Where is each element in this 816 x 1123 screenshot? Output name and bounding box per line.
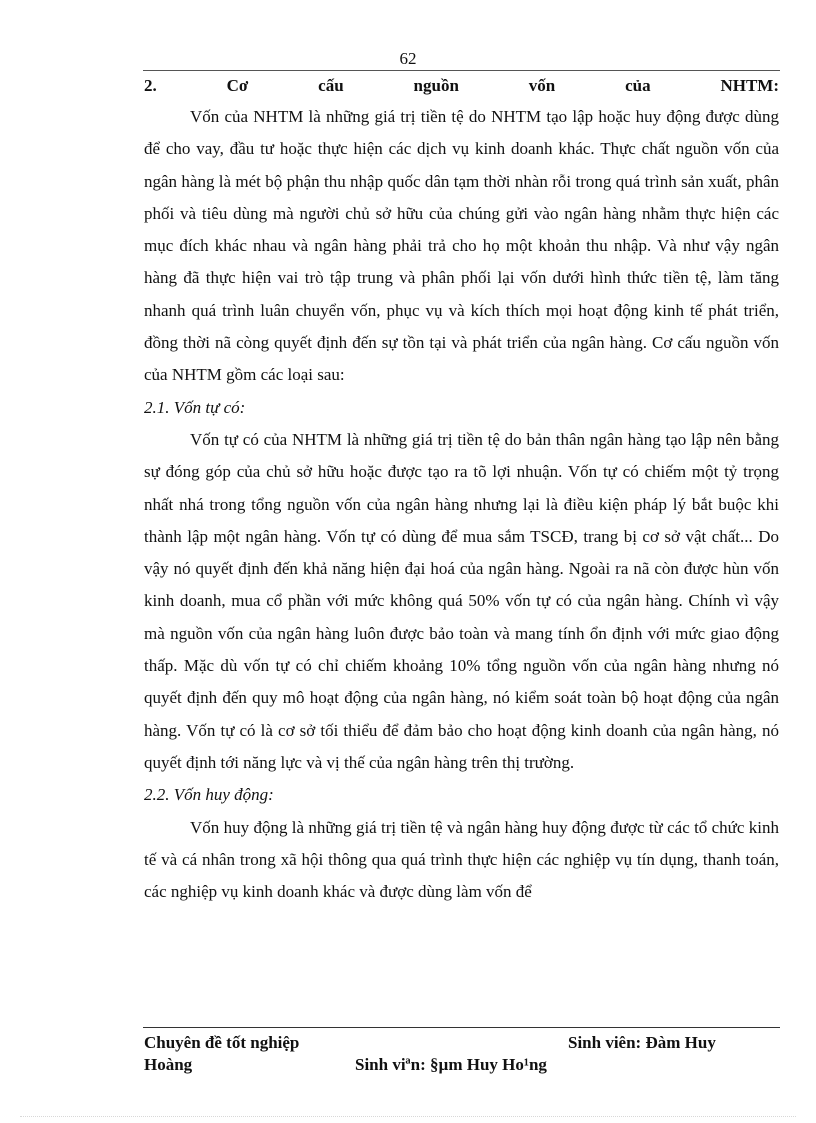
heading-number: 2. [144,76,157,95]
section-heading [144,72,779,101]
heading-word: Cơ [226,76,249,95]
subsection-title-mobilized-capital: 2.2. Vốn huy động: [144,785,274,805]
footer-thesis-label: Chuyên đề tốt nghiệp [144,1033,300,1052]
page-edge-dotted-line [20,1116,796,1117]
footer-garbled-student-label: Sinh viªn: §µm Huy Ho¹ng [355,1055,547,1074]
mobilized-capital-paragraph: Vốn huy động là những giá trị tiền tệ và ngân hàng huy động được từ các tổ chức kinh tế và cá nhân trong xã hội thông qua quá trình thực hiện các nghiệp vụ tín dụng, thanh toán, các nghiệp vụ kinh doanh khác và được dùng làm vốn để [144,817,779,902]
subsection-title-own-capital: 2.1. Vốn tự có: [144,397,246,417]
header-rule [143,70,780,71]
intro-paragraph: Vốn của NHTM là những giá trị tiền tệ do NHTM tạo lập hoặc huy động được dùng để cho vay, đầu tư hoặc thực hiện các dịch vụ kinh doanh khác. Thực chất nguồn vốn của ngân hàng là mét bộ phận thu nhập quốc dân tạm thời nhàn rỗi trong quá trình sản xuất, phân phối và tiêu dùng mà người chủ sở hữu của chúng gửi vào ngân hàng nhằm thực hiện các mục đích khác nhau và ngân hàng phải trả cho họ một khoản thu nhập. Và như vậy ngân hàng đã thực hiện vai trò tập trung và phân phối lại vốn dưới hình thức tiền tệ, làm tăng nhanh quá trình luân chuyển vốn, phục vụ và kích thích mọi hoạt động kinh tế phát triển, đồng thời nã còng quyết định đến sự tồn tại và phát triển của ngân hàng. Cơ cấu nguồn vốn của NHTM gồm các loại sau: [144,107,779,385]
heading-word: NHTM: [720,76,779,95]
footer-rule [143,1027,780,1028]
own-capital-paragraph: Vốn tự có của NHTM là những giá trị tiền tệ do bản thân ngân hàng tạo lập nên bằng sự đóng góp của chủ sở hữu hoặc được tạo ra tõ lợi nhuận. Vốn tự có chiếm một tỷ trọng nhất nhá trong tổng nguồn vốn của ngân hàng nhưng lại là điều kiện pháp lý bắt buộc khi thành lập một ngân hàng. Vốn tự có dùng để mua sắm TSCĐ, trang bị cơ sở vật chất... Do vậy nó quyết định đến khả năng hiện đại hoá của ngân hàng. Ngoài ra nã còn được hùn vốn kinh doanh, mua cổ phần với mức không quá 50% vốn tự có của ngân hàng. Chính vì vậy mà nguồn vốn của ngân hàng luôn được bảo toàn và mang tính ổn định với mức giao động thấp. Mặc dù vốn tự có chỉ chiếm khoảng 10% tổng nguồn vốn của ngân hàng nhưng nó quyết định đến quy mô hoạt động của ngân hàng, nó kiểm soát toàn bộ hoạt động của ngân hàng. Vốn tự có là cơ sở tối thiểu để đảm bảo cho hoạt động kinh doanh của ngân hàng, nó quyết định tới năng lực và vị thế của ngân hàng trên thị trường. [144,429,779,772]
heading-word: cấu [318,76,344,95]
footer-student-label: Sinh viên: Đàm Huy [568,1033,716,1052]
heading-word: nguồn [413,76,459,95]
heading-word: vốn [528,76,556,95]
document-body [144,72,779,908]
footer-student-name-continued: Hoàng [144,1055,193,1074]
heading-word: của [625,76,651,95]
page-number: 62 [399,49,417,68]
